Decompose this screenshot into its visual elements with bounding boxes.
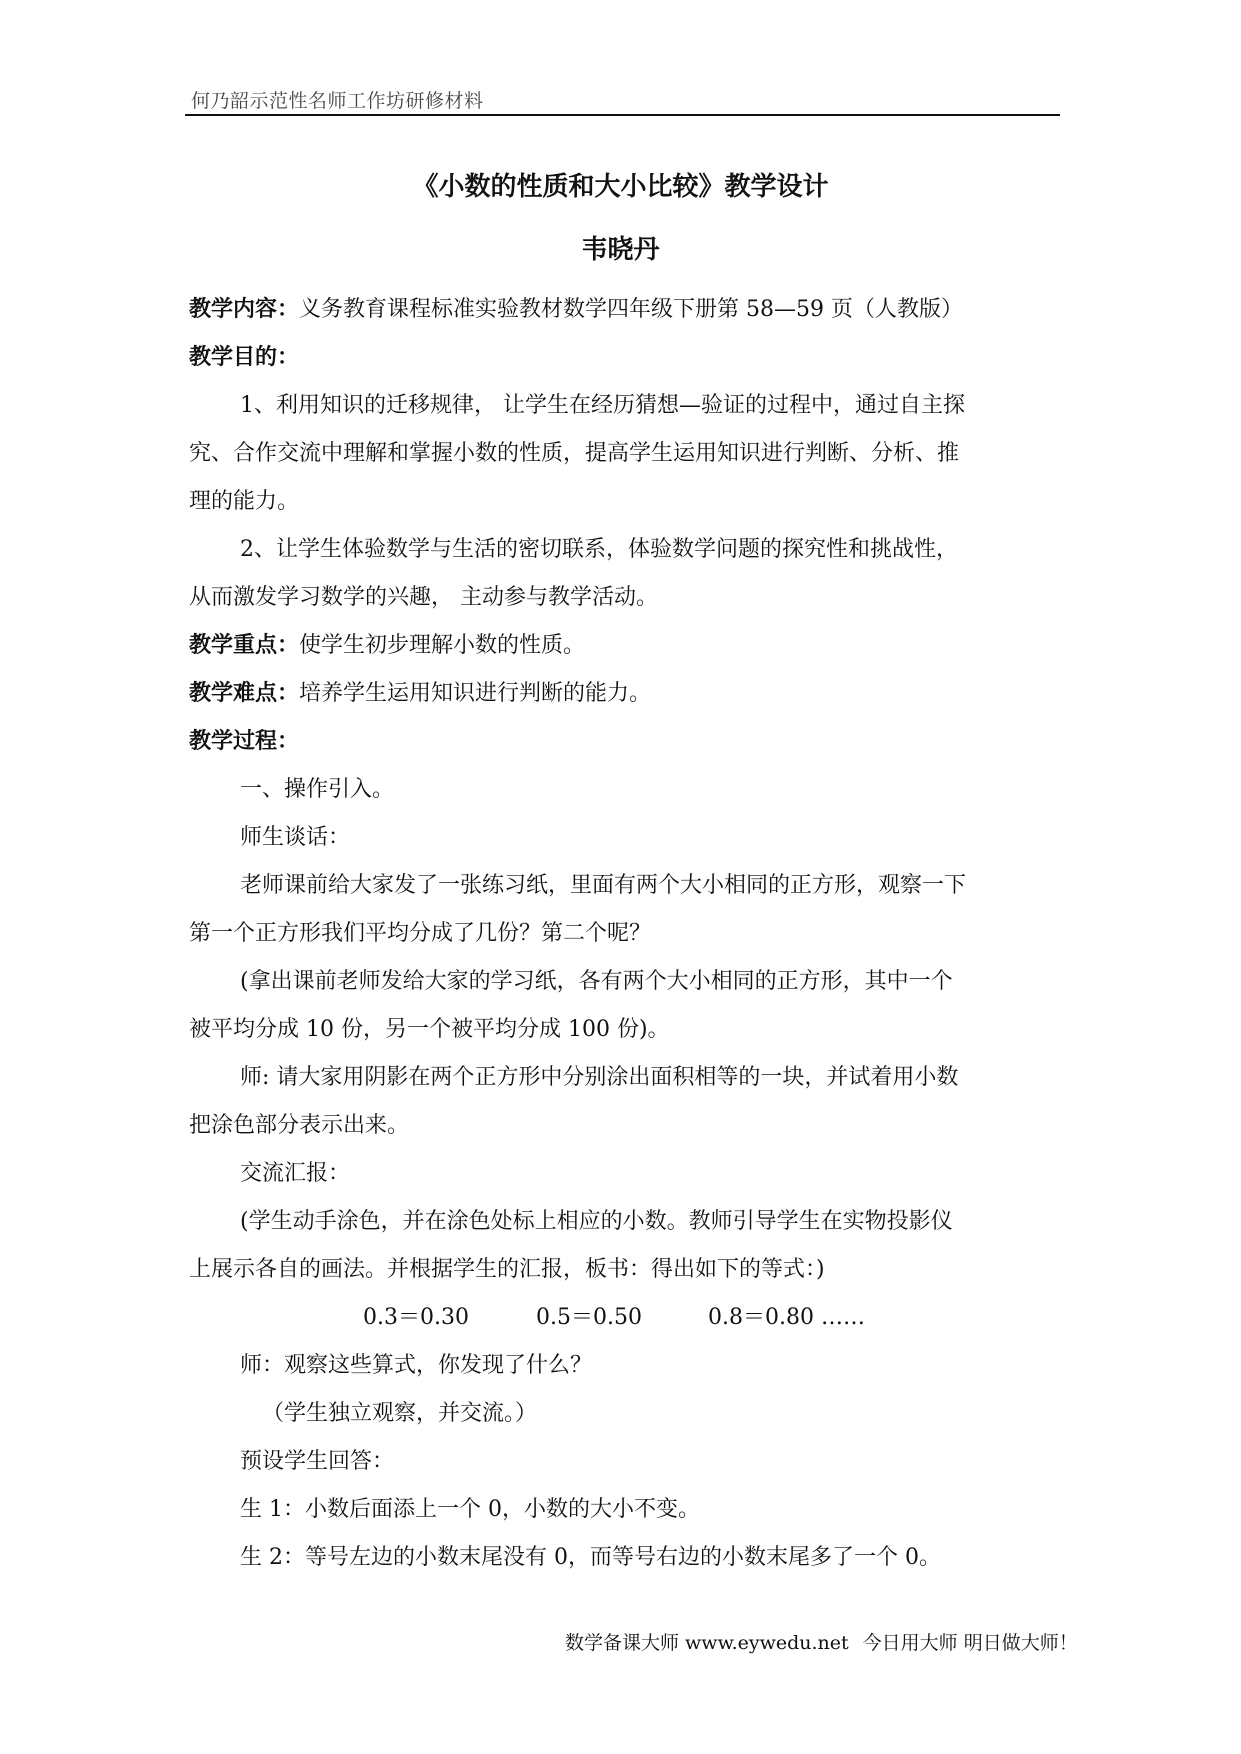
objective2-line2: 从而激发学习数学的兴趣， 主动参与教学活动。: [189, 585, 658, 610]
student2-answer: 生 2：等号左边的小数末尾没有 0，而等号右边的小数末尾多了一个 0。: [240, 1545, 941, 1570]
report-heading: 交流汇报：: [240, 1161, 351, 1186]
document-author: 韦晓丹: [581, 235, 660, 265]
teaching-content-line: [189, 292, 963, 323]
question-line: 师：观察这些算式，你发现了什么？: [240, 1353, 593, 1378]
paragraph3-line1: 师: 请大家用阴影在两个正方形中分别涂出面积相等的一块，并试着用小数: [240, 1065, 959, 1090]
equation-3: 0.8＝0.80 ……: [708, 1305, 865, 1330]
document-title: 《小数的性质和大小比较》教学设计: [412, 172, 829, 202]
preset-heading: 预设学生回答：: [240, 1449, 395, 1474]
equation-2: 0.5＝0.50: [536, 1305, 642, 1330]
difficulty-text: 培养学生运用知识进行判断的能力。: [299, 681, 652, 706]
paragraph2-line1: (拿出课前老师发给大家的学习纸，各有两个大小相同的正方形，其中一个: [240, 969, 953, 994]
paragraph1-line1: 老师课前给大家发了一张练习纸，里面有两个大小相同的正方形，观察一下: [240, 873, 967, 898]
key-point-text: 使学生初步理解小数的性质。: [299, 633, 586, 658]
paragraph4-line2: 上展示各自的画法。并根据学生的汇报，板书：得出如下的等式：): [189, 1257, 825, 1282]
footer-slogan: 今日用大师 明日做大师！: [862, 1632, 1078, 1654]
section1-heading: 一、操作引入。: [240, 777, 395, 802]
header-divider: [185, 114, 1060, 116]
objectives-heading: 教学目的：: [189, 344, 300, 370]
paragraph2-line2: 被平均分成 10 份，另一个被平均分成 100 份)。: [189, 1017, 670, 1042]
page-header: 何乃韶示范性名师工作坊研修材料: [191, 90, 484, 112]
key-point-label: 教学重点：: [189, 632, 300, 658]
objective2-line1: 2、让学生体验数学与生活的密切联系，体验数学问题的探究性和挑战性，: [240, 537, 958, 562]
teaching-content-label: 教学内容：: [189, 296, 300, 322]
page-footer: [565, 1628, 1092, 1655]
student1-answer: 生 1：小数后面添上一个 0，小数的大小不变。: [240, 1497, 700, 1522]
key-point-line: [189, 628, 585, 659]
equation-1: 0.3＝0.30: [363, 1305, 469, 1330]
difficulty-line: [189, 676, 651, 707]
teaching-content-text: 义务教育课程标准实验教材数学四年级下册第 58—59 页（人教版）: [299, 297, 963, 322]
paragraph1-line2: 第一个正方形我们平均分成了几份？第二个呢？: [189, 921, 652, 946]
objective1-line3: 理的能力。: [189, 489, 300, 514]
footer-site: 数学备课大师 www.eywedu.net: [565, 1632, 849, 1654]
objective1-line2: 究、合作交流中理解和掌握小数的性质，提高学生运用知识进行判断、分析、推: [189, 441, 960, 466]
paragraph4-line1: (学生动手涂色，并在涂色处标上相应的小数。教师引导学生在实物投影仪: [240, 1209, 953, 1234]
process-heading: 教学过程：: [189, 728, 300, 754]
objective1-line1: 1、利用知识的迁移规律， 让学生在经历猜想—验证的过程中，通过自主探: [240, 393, 965, 418]
observation-note: （学生独立观察，并交流。）: [262, 1401, 538, 1426]
difficulty-label: 教学难点：: [189, 680, 300, 706]
paragraph3-line2: 把涂色部分表示出来。: [189, 1113, 410, 1138]
talk-heading: 师生谈话：: [240, 825, 351, 850]
